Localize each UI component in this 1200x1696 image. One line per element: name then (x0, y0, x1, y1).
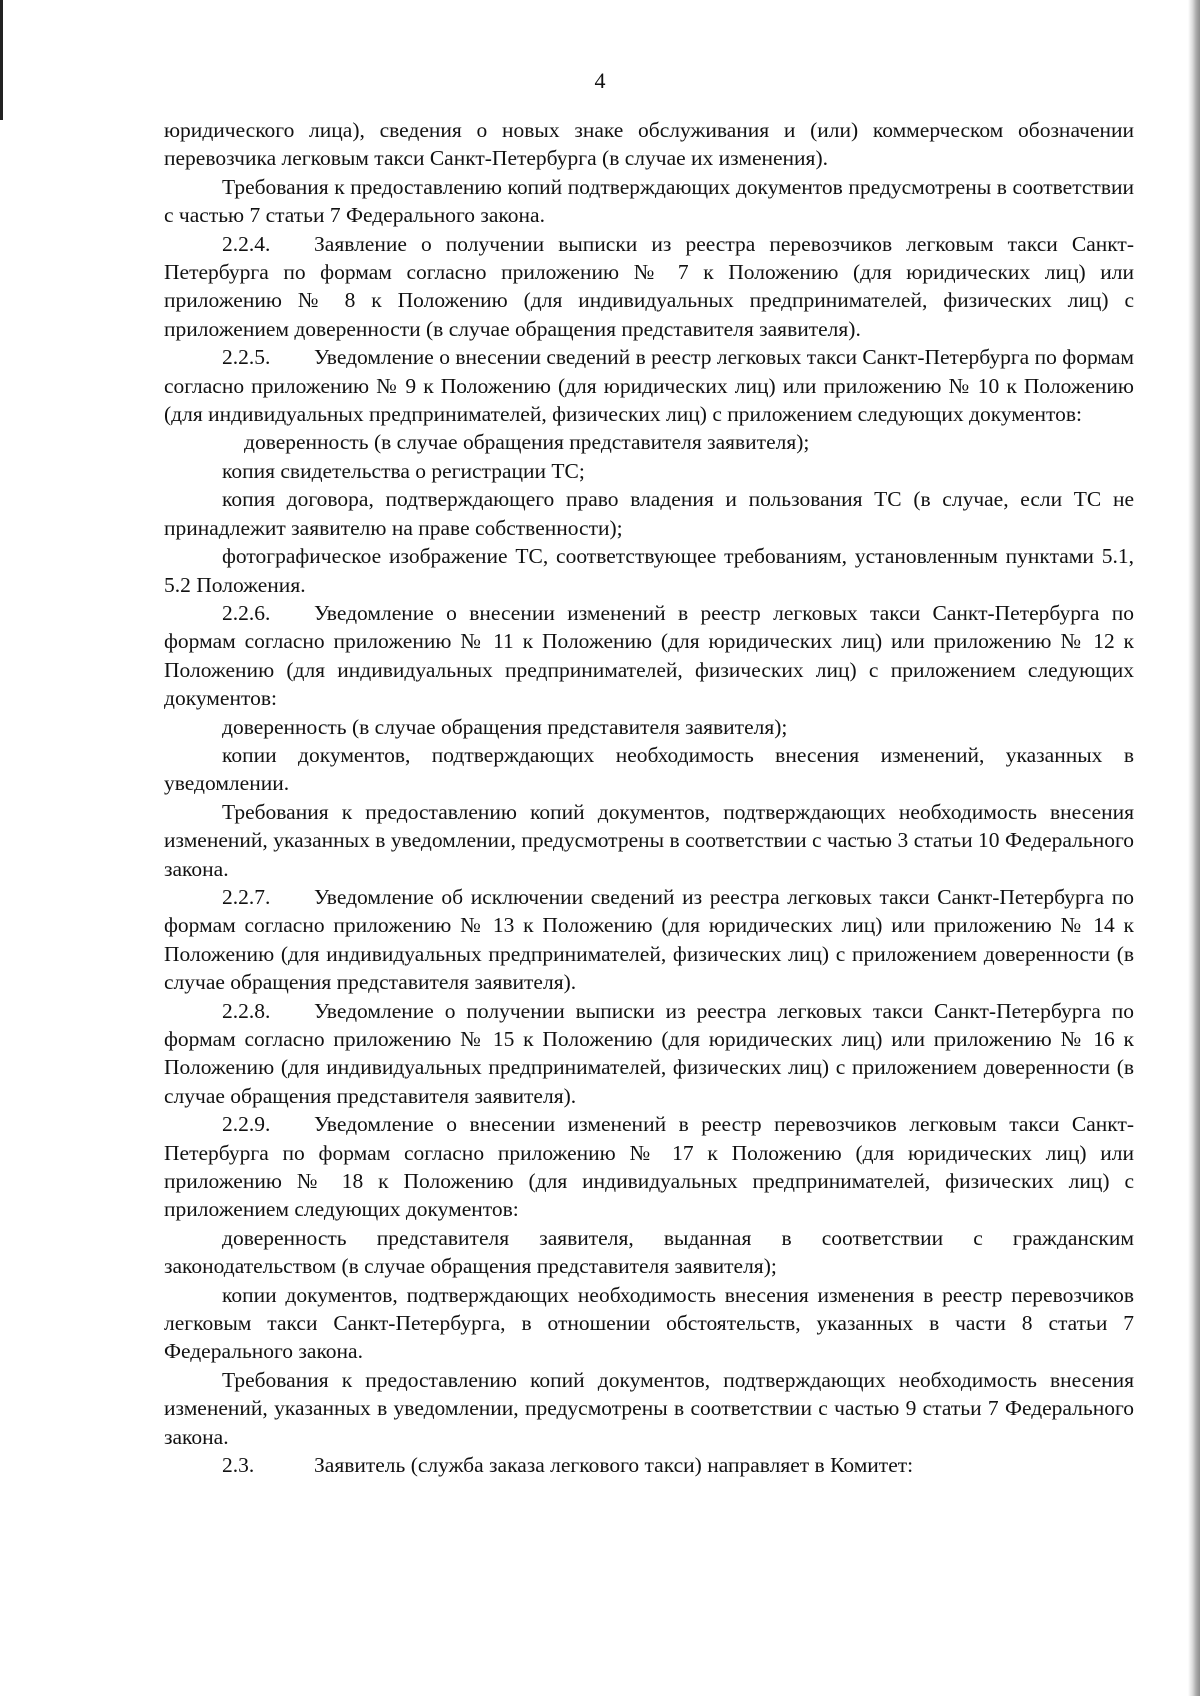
document-body (164, 116, 1134, 1480)
list-item: копия договора, подтверждающего право владения и пользования ТС (в случае, если ТС не принадлежит заявителю на праве собственности); (164, 487, 1134, 540)
paragraph-number: 2.2.5. (222, 345, 271, 370)
list-item: доверенность (в случае обращения представителя заявителя); (244, 430, 810, 455)
paragraph-number: 2.2.9. (222, 1112, 271, 1137)
numbered-paragraph: 2.2.8. Уведомление о получении выписки из реестра легковых такси Санкт-Петербурга по формам согласно приложению № 15 к Положению (для юридических лиц) или приложению № 16 к Положению (для индивидуальных предпринимателей, физических лиц) с приложением доверенности (в случае обращения представителя заявителя). (164, 998, 1134, 1108)
list-item: копии документов, подтверждающих необходимость внесения изменений, указанных в уведомлении. (164, 742, 1134, 796)
numbered-paragraph: 2.2.7. Уведомление об исключении сведений из реестра легковых такси Санкт-Петербурга по формам согласно приложению № 13 к Положению (для юридических лиц) или приложению № 14 к Положению (для индивидуальных предпринимателей, физических лиц) с приложением доверенности (в случае обращения представителя заявителя). (164, 884, 1134, 995)
numbered-paragraph: 2.2.5. Уведомление о внесении сведений в реестр легковых такси Санкт-Петербурга по формам согласно приложению № 9 к Положению (для юридических лиц) или приложению № 10 к Положению (для индивидуальных предпринимателей, физических лиц) с приложением следующих документов: (164, 345, 1134, 427)
numbered-paragraph: 2.2.6. Уведомление о внесении изменений в реестр легковых такси Санкт-Петербурга по формам согласно приложению № 11 к Положению (для юридических лиц) или приложению № 12 к Положению (для индивидуальных предпринимателей, физических лиц) с приложением следующих документов: (164, 600, 1134, 711)
paragraph: юридического лица), сведения о новых знаке обслуживания и (или) коммерческом обозначении перевозчика легковым такси Санкт-Петербурга (в случае их изменения). (164, 118, 1134, 171)
list-item: фотографическое изображение ТС, соответствующее требованиям, установленным пунктами 5.1, 5.2 Положения. (164, 544, 1134, 597)
numbered-paragraph: 2.2.9. Уведомление о внесении изменений в реестр перевозчиков легковым такси Санкт-Петербурга по формам согласно приложению № 17 к Положению (для юридических лиц) или приложению № 18 к Положению (для индивидуальных предпринимателей, физических лиц) с приложением следующих документов: (164, 1112, 1134, 1222)
list-item: копии документов, подтверждающих необходимость внесения изменения в реестр перевозчиков легковым такси Санкт-Петербурга, в отношении обстоятельств, указанных в части 8 статьи 7 Федерального закона. (164, 1282, 1134, 1364)
paragraph: Требования к предоставлению копий документов, подтверждающих необходимость внесения изменений, указанных в уведомлении, предусмотрены в соответствии с частью 9 статьи 7 Федерального закона. (164, 1367, 1134, 1449)
paragraph-number: 2.2.7. (222, 884, 271, 909)
list-item: доверенность представителя заявителя, выданная в соответствии с гражданским законодательством (в случае обращения представителя заявителя); (164, 1225, 1134, 1279)
paragraph: Требования к предоставлению копий подтверждающих документов предусмотрены в соответствии с частью 7 статьи 7 Федерального закона. (164, 174, 1134, 228)
page-number: 4 (594, 68, 606, 93)
paragraph-number: 2.2.4. (222, 231, 271, 256)
list-item: копия свидетельства о регистрации ТС; (222, 458, 585, 483)
scan-edge-left (0, 0, 3, 120)
paragraph: Требования к предоставлению копий документов, подтверждающих необходимость внесения изменений, указанных в уведомлении, предусмотрены в соответствии с частью 3 статьи 10 Федерального закона. (164, 799, 1134, 881)
paragraph-number: 2.2.6. (222, 600, 271, 625)
paragraph-number: 2.3. (222, 1453, 255, 1478)
numbered-paragraph: 2.3. Заявитель (служба заказа легкового такси) направляет в Комитет: (164, 1451, 1134, 1479)
paragraph-number: 2.2.8. (222, 998, 271, 1023)
list-item: доверенность (в случае обращения представителя заявителя); (222, 714, 788, 739)
numbered-paragraph: 2.2.4. Заявление о получении выписки из реестра перевозчиков легковым такси Санкт-Петербурга по формам согласно приложению № 7 к Положению (для юридических лиц) или приложению № 8 к Положению (для индивидуальных предпринимателей, физических лиц) с приложением доверенности (в случае обращения представителя заявителя). (164, 231, 1134, 341)
scan-edge-right (1188, 0, 1200, 1696)
